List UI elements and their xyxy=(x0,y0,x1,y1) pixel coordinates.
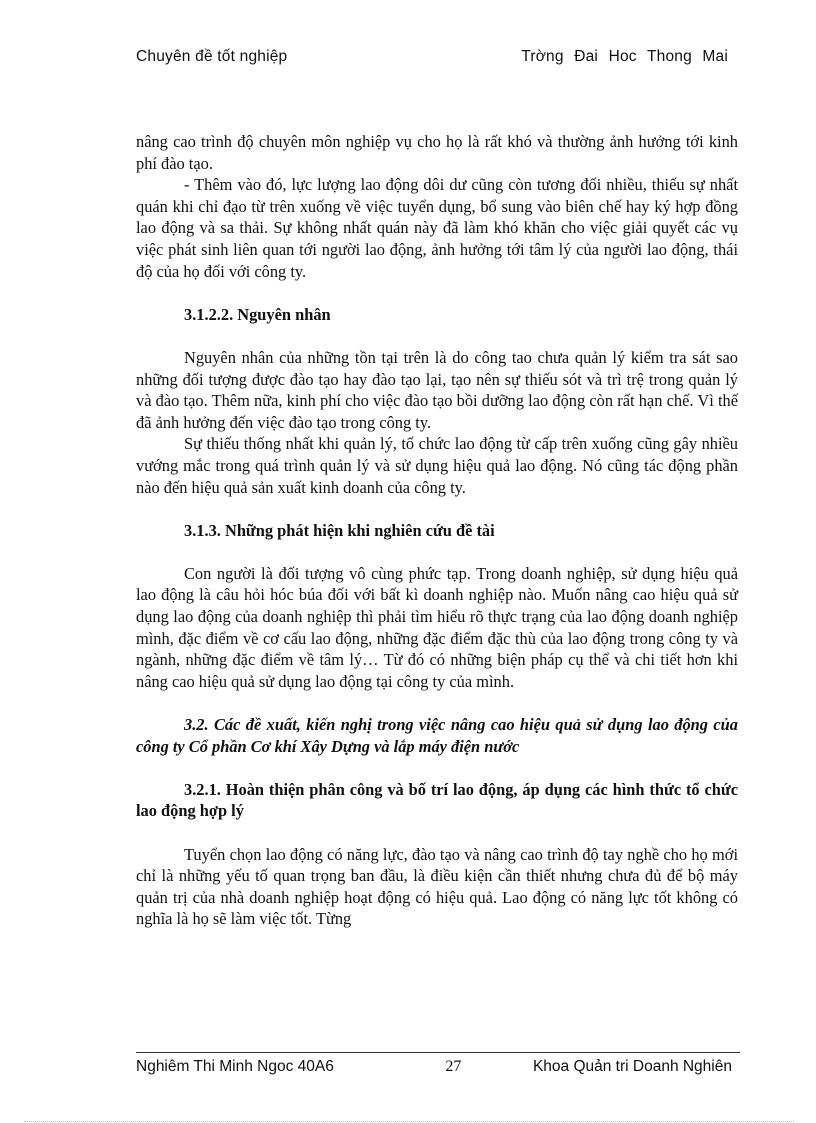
header-university: Trờng Đai Hoc Thong Mai xyxy=(521,48,728,65)
header-document-type: Chuyên đề tốt nghiệp xyxy=(136,48,288,65)
page-bottom-edge xyxy=(24,1121,794,1122)
paragraph: Con người là đối tượng vô cùng phức tạp. Trong doanh nghiệp, sử dụng hiệu quả lao động là câu hỏi hóc búa đối với bất kì doanh nghiệp nào. Muốn nâng cao hiệu quả sử dụng lao động của doanh nghiệp thì phải tìm hiểu rõ thực trạng của lao động doanh nghiệp mình, đặc điểm về cơ cấu lao động, những đặc điểm đặc thù của lao động trong công ty và ngành, những đặc điểm về tâm lý… Từ đó có những biện pháp cụ thể và chi tiết hơn khi nâng cao hiệu quả sử dụng lao động tại công ty của mình. xyxy=(136,563,738,691)
section-heading-3-2-1: 3.2.1. Hoàn thiện phân công và bố trí lao động, áp dụng các hình thức tổ chức lao động hợp lý xyxy=(136,779,738,821)
paragraph: nâng cao trình độ chuyên môn nghiệp vụ cho họ là rất khó và thường ảnh hưởng tới kinh phí đào tạo. xyxy=(136,132,738,173)
footer-author: Nghiêm Thi Minh Ngoc 40A6 xyxy=(136,1058,334,1075)
footer-faculty: Khoa Quản tri Doanh Nghiên xyxy=(532,1058,732,1075)
paragraph: - Thêm vào đó, lực lượng lao động dôi dư cũng còn tương đối nhiều, thiếu sự nhất quán khi chỉ đạo từ trên xuống về việc tuyển dụng, bổ sung vào biên chế hay ký hợp đồng lao động và sa thải. Sự không nhất quán này đã làm khó khăn cho việc giải quyết các vụ việc phát sinh liên quan tới người lao động, ảnh hưởng tới tâm lý của người lao động, thái độ của họ đối với công ty. xyxy=(136,175,738,281)
page-body xyxy=(136,131,738,930)
paragraph: Sự thiếu thống nhất khi quản lý, tổ chức lao động từ cấp trên xuống cũng gây nhiều vướng mắc trong quá trình quản lý và sử dụng hiệu quả lao động. Nó cũng tác động phần nào đến hiệu quả sản xuất kinh doanh của công ty. xyxy=(136,434,738,497)
footer-divider xyxy=(136,1052,740,1053)
section-heading-3-1-2-2: 3.1.2.2. Nguyên nhân xyxy=(184,304,331,324)
page-number: 27 xyxy=(445,1058,462,1075)
paragraph: Tuyển chọn lao động có năng lực, đào tạo và nâng cao trình độ tay nghề cho họ mới chỉ là những yếu tố quan trọng ban đầu, là điều kiện cần thiết nhưng chưa đủ để bộ máy quản trị của nhà doanh nghiệp hoạt động có hiệu quả. Lao động có năng lực tốt không có nghĩa là họ sẽ làm việc tốt. Từng xyxy=(136,844,738,929)
section-heading-3-2: 3.2. Các đề xuất, kiến nghị trong việc nâng cao hiệu quả sử dụng lao động của công ty Cổ phần Cơ khí Xây Dựng và lắp máy điện nước xyxy=(136,715,738,756)
page-header xyxy=(136,48,728,66)
page-footer xyxy=(136,1058,732,1076)
paragraph: Nguyên nhân của những tồn tại trên là do công tao chưa quản lý kiểm tra sát sao những đối tượng được đào tạo hay đào tạo lại, tạo nên sự thiếu sót và trì trệ trong quản lý và đào tạo. Thêm nữa, kinh phí cho việc đào tạo bồi dưỡng lao động còn rất hạn chế. Vì thế đã ảnh hưởng đến việc đào tạo trong công ty. xyxy=(136,347,738,432)
section-heading-3-1-3: 3.1.3. Những phát hiện khi nghiên cứu đề tài xyxy=(184,520,495,540)
